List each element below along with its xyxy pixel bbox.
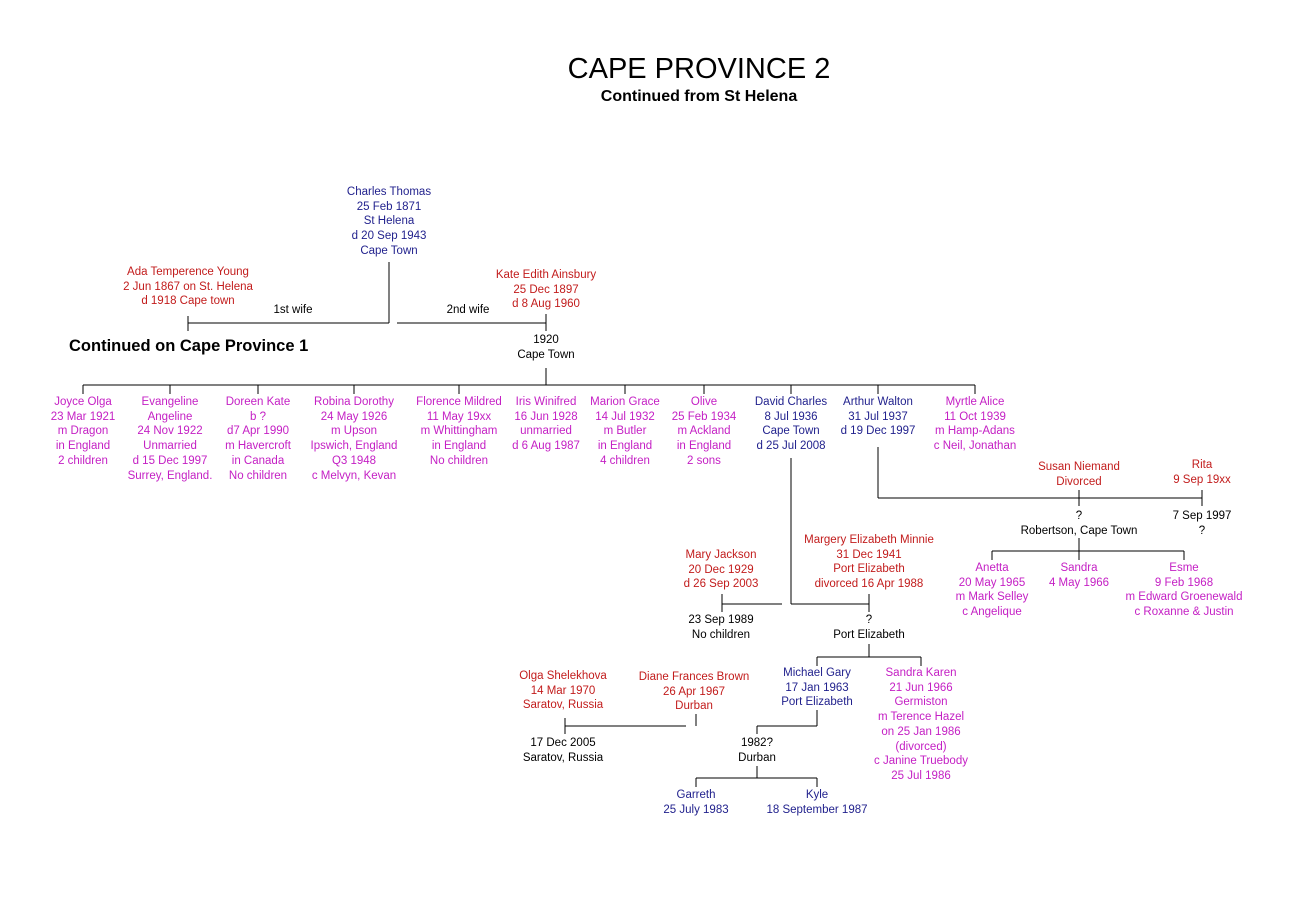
person-iris: Iris Winifred 16 Jun 1928 unmarried d 6 Aug 1987 <box>512 396 580 453</box>
person-florence: Florence Mildred 11 May 19xx m Whittingham in England No children <box>416 396 502 467</box>
person-ada: Ada Temperence Young 2 Jun 1867 on St. Helena d 1918 Cape town <box>123 266 253 308</box>
continued-note: Continued on Cape Province 1 <box>69 337 309 355</box>
person-anetta: Anetta 20 May 1965 m Mark Selley c Angelique <box>955 562 1029 619</box>
person-garreth: Garreth 25 July 1983 <box>663 789 729 816</box>
label-second-wife: 2nd wife <box>446 304 490 316</box>
person-mary-jackson: Mary Jackson 20 Dec 1929 d 26 Sep 2003 <box>683 549 759 591</box>
marriage-port-elizabeth: ? Port Elizabeth <box>833 614 905 641</box>
page-title: CAPE PROVINCE 2 <box>567 53 831 85</box>
person-myrtle: Myrtle Alice 11 Oct 1939 m Hamp-Adans c Neil, Jonathan <box>933 396 1017 453</box>
person-joyce: Joyce Olga 23 Mar 1921 m Dragon in England 2 children <box>50 396 116 467</box>
person-evangeline: Evangeline Angeline 24 Nov 1922 Unmarried d 15 Dec 1997 Surrey, England. <box>127 396 213 482</box>
person-arthur: Arthur Walton 31 Jul 1937 d 19 Dec 1997 <box>840 396 916 438</box>
person-susan: Susan Niemand Divorced <box>1038 461 1120 488</box>
person-robina: Robina Dorothy 24 May 1926 m Upson Ipswich, England Q3 1948 c Melvyn, Kevan <box>310 396 398 482</box>
person-margery: Margery Elizabeth Minnie 31 Dec 1941 Port Elizabeth divorced 16 Apr 1988 <box>804 534 934 591</box>
person-kyle: Kyle 18 September 1987 <box>766 789 868 816</box>
person-sandra-karen: Sandra Karen 21 Jun 1966 Germiston m Terence Hazel on 25 Jan 1986 (divorced) c Janine Truebody 25 Jul 1986 <box>874 667 968 782</box>
person-doreen: Doreen Kate b ? d7 Apr 1990 m Havercroft in Canada No children <box>225 396 291 482</box>
marriage-1989: 23 Sep 1989 No children <box>688 614 754 641</box>
label-first-wife: 1st wife <box>273 304 313 316</box>
person-esme: Esme 9 Feb 1968 m Edward Groenewald c Roxanne & Justin <box>1125 562 1243 619</box>
person-marion: Marion Grace 14 Jul 1932 m Butler in England 4 children <box>590 396 660 467</box>
person-sandra-robertson: Sandra 4 May 1966 <box>1048 562 1110 589</box>
page-subtitle: Continued from St Helena <box>600 88 798 105</box>
person-david: David Charles 8 Jul 1936 Cape Town d 25 Jul 2008 <box>754 396 828 453</box>
person-olive: Olive 25 Feb 1934 m Ackland in England 2 sons <box>671 396 737 467</box>
person-rita: Rita 9 Sep 19xx <box>1173 459 1231 486</box>
marriage-2005: 17 Dec 2005 Saratov, Russia <box>522 737 604 764</box>
marriage-1982: 1982? Durban <box>738 737 776 764</box>
marriage-1920: 1920 Cape Town <box>517 334 575 361</box>
person-diane: Diane Frances Brown 26 Apr 1967 Durban <box>638 671 750 713</box>
marriage-1997: 7 Sep 1997 ? <box>1172 510 1232 537</box>
person-charles-thomas: Charles Thomas 25 Feb 1871 St Helena d 20 Sep 1943 Cape Town <box>346 186 432 257</box>
marriage-robertson: ? Robertson, Cape Town <box>1020 510 1138 537</box>
person-michael: Michael Gary 17 Jan 1963 Port Elizabeth <box>781 667 853 709</box>
person-kate: Kate Edith Ainsbury 25 Dec 1897 d 8 Aug 1960 <box>495 269 597 311</box>
person-olga: Olga Shelekhova 14 Mar 1970 Saratov, Russia <box>519 670 607 712</box>
